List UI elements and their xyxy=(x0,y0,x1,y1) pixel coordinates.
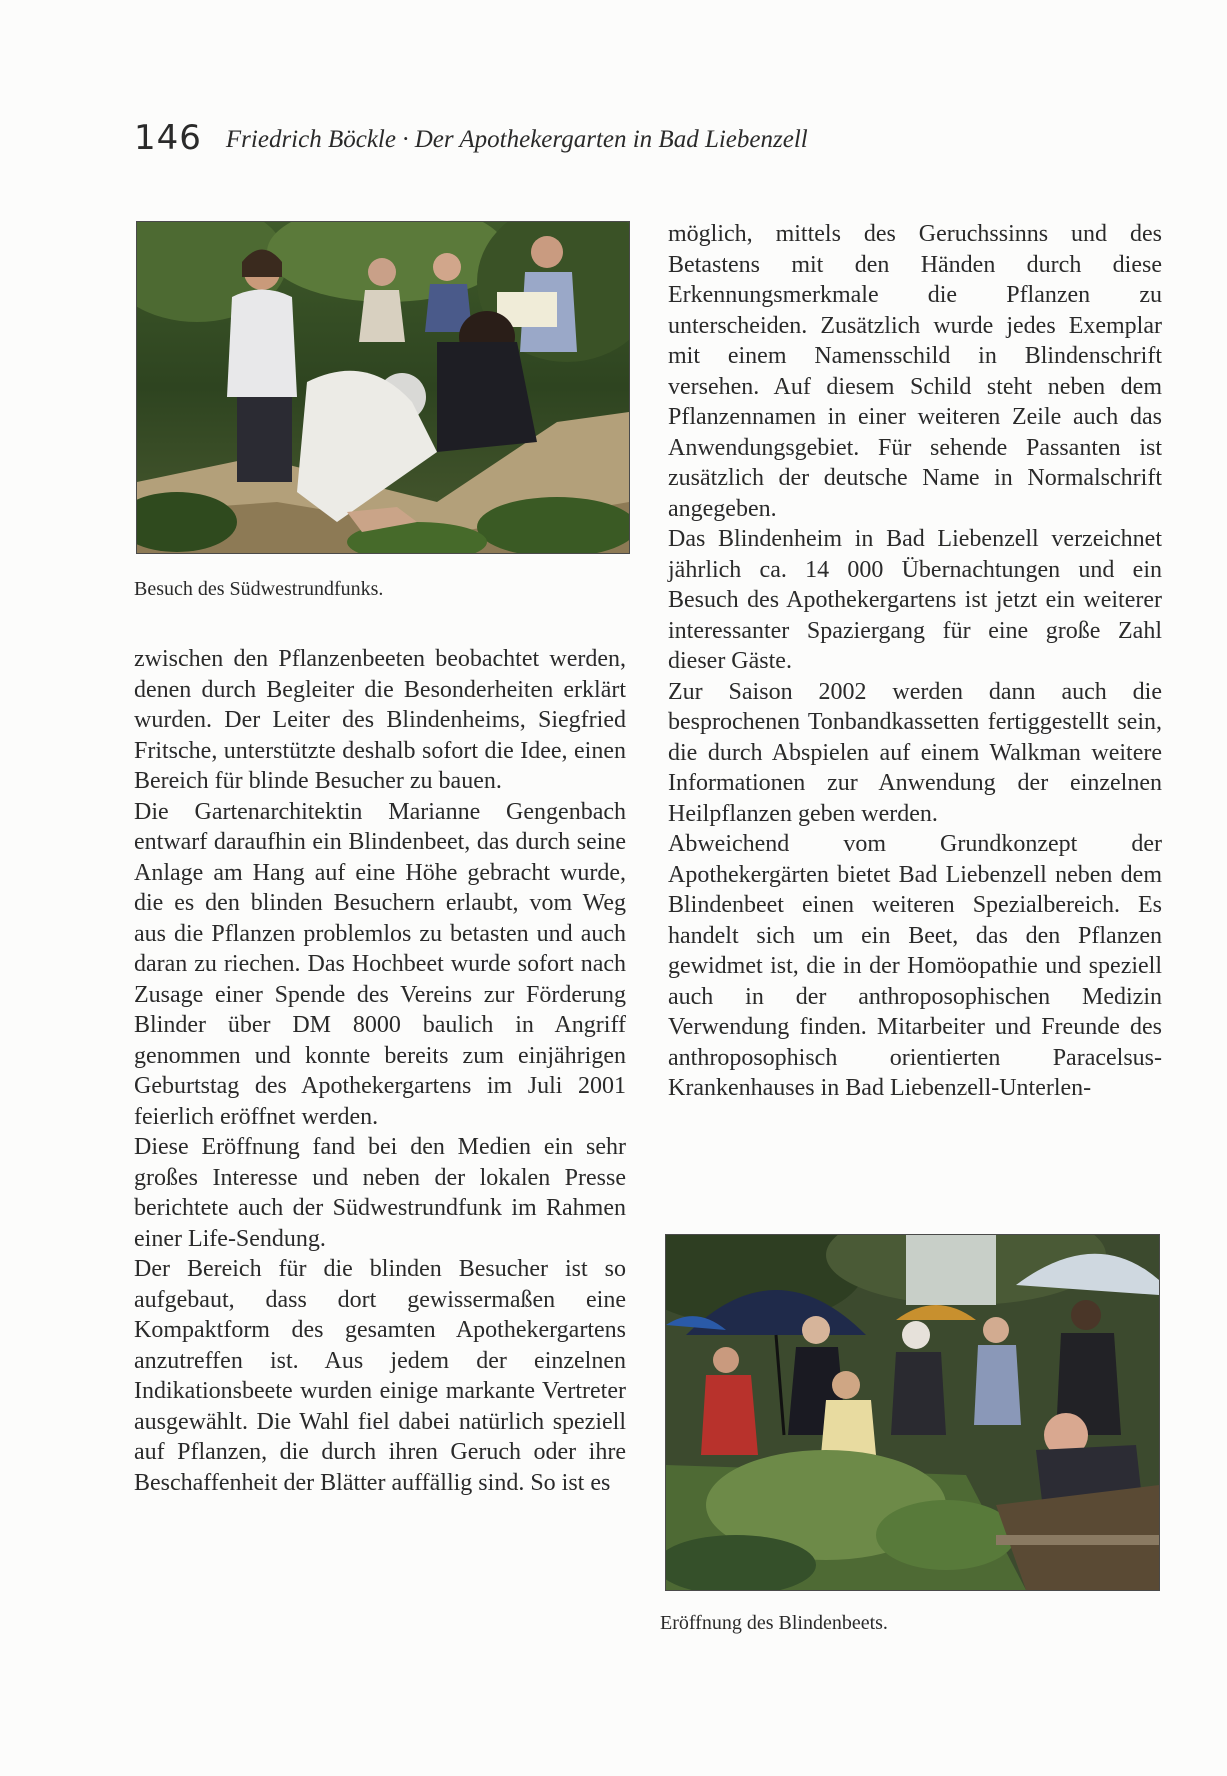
paragraph: Die Gartenarchitektin Marianne Gengenbach entwarf daraufhin ein Blindenbeet, das durch seine Anlage am Hang auf eine Höhe gebracht wurde, die es den blinden Besuchern erlaubt, vom Weg aus die Pflanzen problemlos zu betasten und auch daran zu riechen. Das Hochbeet wurde sofort nach Zusage einer Spende des Vereins zur Förderung Blinder über DM 8000 baulich in Angriff genommen und konnte bereits zum einjährigen Geburtstag des Apothekergartens im Juli 2001 feierlich eröffnet werden. xyxy=(134,798,626,1130)
photo-opening-ceremony xyxy=(665,1234,1160,1591)
paragraph: Das Blindenheim in Bad Liebenzell verzeichnet jährlich ca. 14 000 Übernachtungen und ein Besuch des Apothekergartens ist jetzt ein weiterer interessanter Spaziergang für eine große Zahl dieser Gäste. xyxy=(668,526,1162,674)
paragraph: Diese Eröffnung fand bei den Medien ein sehr großes Interesse und neben der lokalen Presse berichtete auch der Südwestrundfunk im Rahmen einer Life-Sendung. xyxy=(134,1134,626,1252)
paragraph: Der Bereich für die blinden Besucher ist so aufgebaut, dass dort gewissermaßen eine Kompaktform des gesamten Apothekergartens anzutreffen ist. Aus jedem der einzelnen Indikationsbeete wurden einige markante Vertreter ausgewählt. Die Wahl fiel dabei natürlich speziell auf Pflanzen, die durch ihren Geruch oder ihre Beschaffenheit der Blätter auffällig sind. So ist es xyxy=(134,1256,626,1496)
caption-radio-visit: Besuch des Südwestrundfunks. xyxy=(134,578,384,600)
paragraph: zwischen den Pflanzenbeeten beobachtet werden, denen durch Begleiter die Besonderheiten erklärt wurden. Der Leiter des Blindenheims, Siegfried Fritsche, unterstützte deshalb sofort die Idee, einen Bereich für blinde Besucher zu bauen. xyxy=(134,646,626,794)
paragraph: möglich, mittels des Geruchssinns und des Betastens mit den Händen durch diese Erkennungsmerkmale die Pflanzen zu unterscheiden. Zusätzlich wurde jedes Exemplar mit einem Namensschild in Blindenschrift versehen. Auf diesem Schild steht neben dem Pflanzennamen in einer weiteren Zeile auch das Anwendungsgebiet. Für sehende Passanten ist zusätzlich der deutsche Name in Normalschrift angegeben. xyxy=(668,221,1162,522)
page-number: 146 xyxy=(134,118,202,158)
running-title: Friedrich Böckle · Der Apothekergarten in Bad Liebenzell xyxy=(225,126,808,153)
text-column-right xyxy=(668,219,1162,1104)
paragraph: Zur Saison 2002 werden dann auch die besprochenen Tonbandkassetten fertiggestellt sein, die durch Abspielen auf einem Walkman weitere Informationen zur Anwendung der einzelnen Heilpflanzen geben werden. xyxy=(668,678,1162,827)
photo-radio-visit xyxy=(136,221,630,554)
text-column-left xyxy=(134,644,626,1498)
caption-opening-ceremony: Eröffnung des Blindenbeets. xyxy=(660,1612,888,1634)
paragraph: Abweichend vom Grundkonzept der Apothekergärten bietet Bad Liebenzell neben dem Blindenbeet einen weiteren Spezialbereich. Es handelt sich um ein Beet, das den Pflanzen gewidmet ist, die in der Homöopathie und speziell auch in der anthroposophischen Medizin Verwendung finden. Mitarbeiter und Freunde des anthroposophisch orientierten Paracelsus-Krankenhauses in Bad Liebenzell-Unterlen- xyxy=(668,831,1162,1101)
running-head xyxy=(134,118,808,162)
